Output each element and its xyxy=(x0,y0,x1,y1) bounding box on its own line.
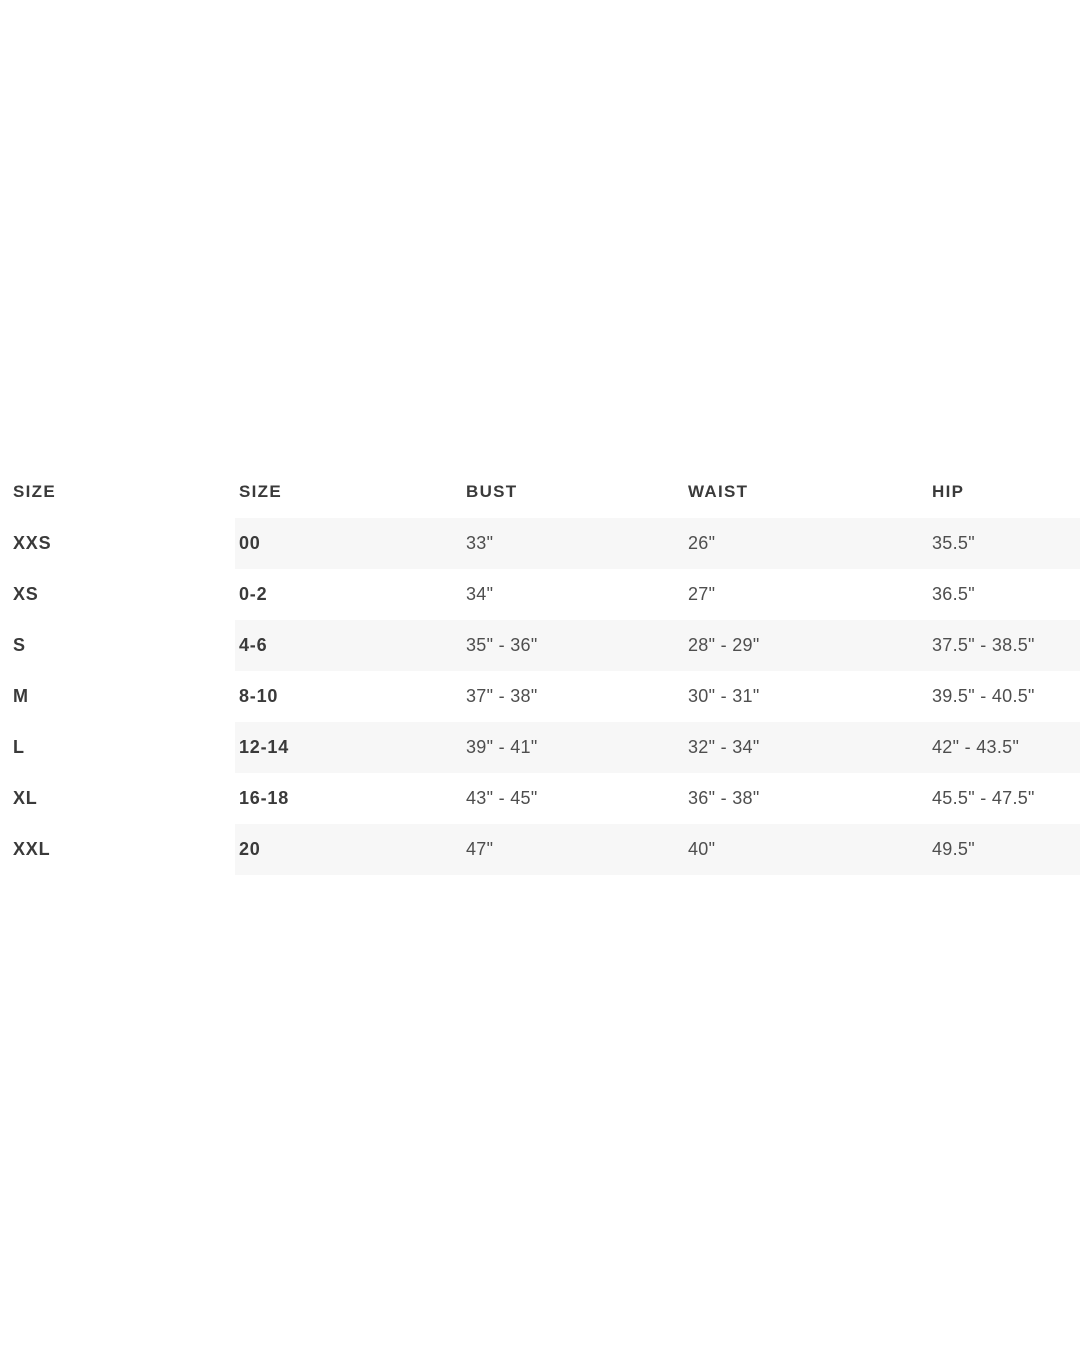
cell-hip: 37.5" - 38.5" xyxy=(928,620,1080,671)
size-chart xyxy=(0,470,1080,875)
cell-size-numeric: 8-10 xyxy=(239,686,279,706)
cell-bust: 43" - 45" xyxy=(466,788,538,808)
cell-hip: 36.5" xyxy=(932,584,975,604)
table-row-xxl xyxy=(0,824,1080,875)
col-header-size-numeric: SIZE xyxy=(239,482,282,501)
cell-hip: 45.5" - 47.5" xyxy=(932,788,1035,808)
col-header-hip: HIP xyxy=(932,482,965,501)
cell-bust: 37" - 38" xyxy=(466,686,538,706)
cell-waist: 30" - 31" xyxy=(688,686,760,706)
cell-waist: 36" - 38" xyxy=(688,788,760,808)
cell-bust: 35" - 36" xyxy=(462,620,684,671)
cell-waist: 27" xyxy=(688,584,716,604)
size-chart-header-row xyxy=(0,470,1080,518)
cell-size-label: XS xyxy=(0,569,235,620)
table-row-m xyxy=(0,671,1080,722)
cell-size-numeric: 00 xyxy=(235,518,462,569)
cell-size-label: XXS xyxy=(0,518,235,569)
cell-waist: 26" xyxy=(684,518,928,569)
cell-hip: 42" - 43.5" xyxy=(928,722,1080,773)
cell-waist: 40" xyxy=(684,824,928,875)
table-row-xl xyxy=(0,773,1080,824)
table-row-l xyxy=(0,722,1080,773)
cell-size-label: L xyxy=(0,722,235,773)
cell-waist: 32" - 34" xyxy=(684,722,928,773)
cell-size-numeric: 4-6 xyxy=(235,620,462,671)
cell-hip: 49.5" xyxy=(928,824,1080,875)
cell-size-label: XXL xyxy=(0,824,235,875)
col-header-bust: BUST xyxy=(466,482,518,501)
cell-bust: 34" xyxy=(466,584,494,604)
cell-bust: 39" - 41" xyxy=(462,722,684,773)
cell-size-numeric: 20 xyxy=(235,824,462,875)
cell-waist: 28" - 29" xyxy=(684,620,928,671)
table-row-xxs xyxy=(0,518,1080,569)
size-chart-table xyxy=(0,470,1080,875)
cell-size-numeric: 12-14 xyxy=(235,722,462,773)
table-row-s xyxy=(0,620,1080,671)
cell-size-label: M xyxy=(0,671,235,722)
cell-bust: 33" xyxy=(462,518,684,569)
cell-size-numeric: 0-2 xyxy=(239,584,268,604)
table-row-xs xyxy=(0,569,1080,620)
col-header-size-label: SIZE xyxy=(13,482,56,501)
cell-hip: 39.5" - 40.5" xyxy=(932,686,1035,706)
cell-bust: 47" xyxy=(462,824,684,875)
cell-size-numeric: 16-18 xyxy=(239,788,290,808)
cell-size-label: XL xyxy=(0,773,235,824)
cell-size-label: S xyxy=(0,620,235,671)
col-header-waist: WAIST xyxy=(688,482,749,501)
cell-hip: 35.5" xyxy=(928,518,1080,569)
